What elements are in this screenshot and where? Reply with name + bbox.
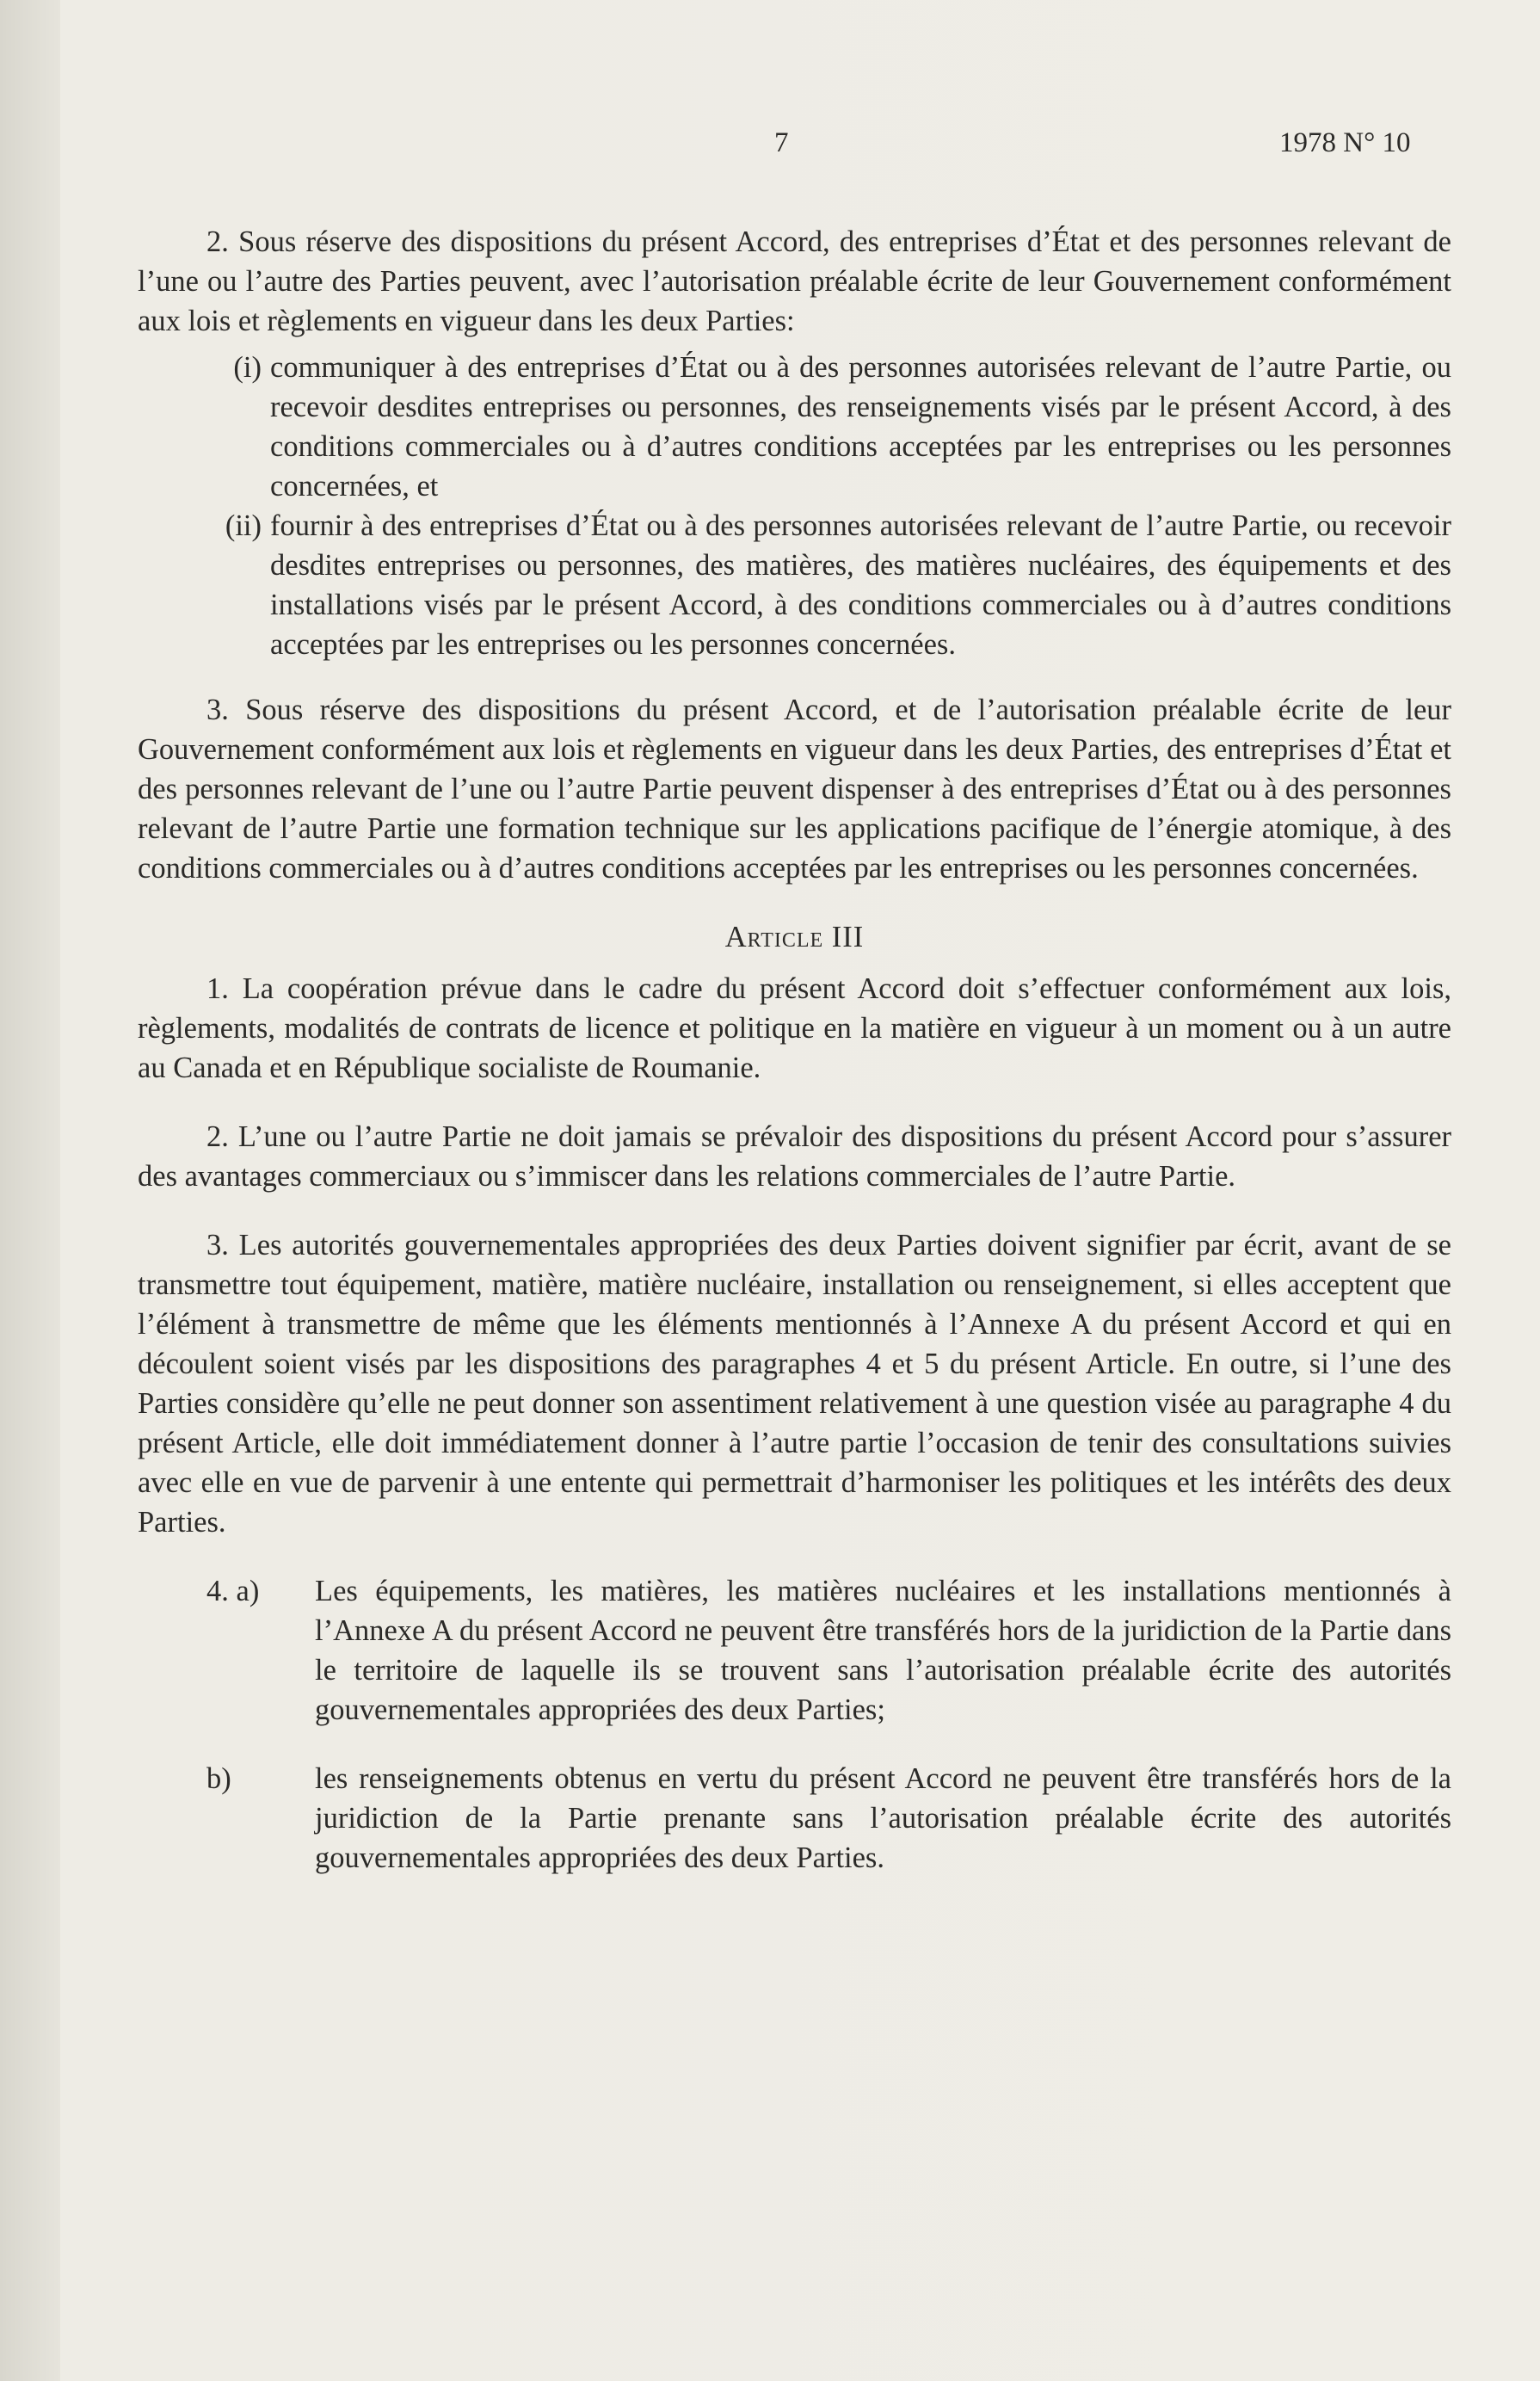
paragraph-2-items — [138, 348, 1451, 664]
item-label: b) — [206, 1762, 231, 1795]
item-text: fournir à des entreprises d’État ou à des personnes autorisées relevant de l’autre Partie, ou recevoir desdites entreprises ou personnes, des matières, des matières nucléaires, des équipements et des installations visés par le présent Accord, à des conditions commerciales ou à d’autres conditions acceptées par les entreprises ou les personnes concernées. — [270, 509, 1451, 661]
paragraph-3: 3. Sous réserve des dispositions du présent Accord, et de l’autorisation préalable écrite de leur Gouvernement conformément aux lois et règlements en vigueur dans les deux Parties, des entreprises d’État et des personnes relevant de l’une ou l’autre Partie peuvent dispenser à des entreprises d’État ou à des personnes relevant de l’autre Partie une formation technique sur les applications pacifique de l’énergie atomique, à des conditions commerciales ou à d’autres conditions acceptées par les entreprises ou les personnes concernées. — [138, 694, 1451, 885]
item-label: 4. a) — [206, 1575, 260, 1607]
page-number: 7 — [774, 127, 789, 158]
article-3-paragraph-1: 1. La coopération prévue dans le cadre du présent Accord doit s’effectuer conformément aux lois, règlements, modalités de contrats de licence et politique en la matière en vigueur à un moment ou à un autre au Canada et en République socialiste de Roumanie. — [138, 972, 1451, 1084]
list-item — [138, 1759, 1451, 1878]
page-header — [0, 127, 1540, 170]
article-3-paragraph-2: 2. L’une ou l’autre Partie ne doit jamais se prévaloir des dispositions du présent Accord pour s’assurer des avantages commerciaux ou s’immiscer dans les relations commerciales de l’autre Partie. — [138, 1120, 1451, 1193]
article-3-paragraph-4 — [138, 1571, 1451, 1878]
item-text: Les équipements, les matières, les matières nucléaires et les installations mentionnés à l’Annexe A du présent Accord ne peuvent être transférés hors de la juridiction de la Partie dans le territoire de laquelle ils se trouvent sans l’autorisation préalable écrite des autorités gouvernementales appropriées des deux Parties; — [315, 1575, 1451, 1726]
article-heading: Article III — [724, 921, 865, 953]
list-item — [138, 1571, 1451, 1730]
item-text: communiquer à des entreprises d’État ou à des personnes autorisées relevant de l’autre Partie, ou recevoir desdites entreprises ou personnes, des renseignements visés par le présent Accord, à des conditions commerciales ou à d’autres conditions acceptées par les entreprises ou les personnes concernées, et — [270, 351, 1451, 503]
item-label: (ii) — [225, 509, 262, 542]
page-body — [138, 222, 1451, 1907]
article-3-paragraph-3: 3. Les autorités gouvernementales appropriées des deux Parties doivent signifier par écrit, avant de se transmettre tout équipement, matière, matière nucléaire, installation ou renseignement, si elles acceptent que l’élément à transmettre de même que les éléments mentionnés à l’Annexe A du présent Accord et qui en découlent soient visés par les dispositions des paragraphes 4 et 5 du présent Article. En outre, si l’une des Parties considère qu’elle ne peut donner son assentiment relativement à une question visée au paragraphe 4 du présent Article, elle doit immédiatement donner à l’autre partie l’occasion de tenir des consultations suivies avec elle en vue de parvenir à une entente qui permettrait d’harmoniser les politiques et les intérêts des deux Parties. — [138, 1229, 1451, 1539]
page-binding-shadow — [0, 0, 60, 2381]
list-item — [138, 348, 1451, 506]
document-reference: 1978 N° 10 — [1279, 127, 1411, 158]
item-label: (i) — [233, 351, 262, 384]
item-text: les renseignements obtenus en vertu du présent Accord ne peuvent être transférés hors de la juridiction de la Partie prenante sans l’autorisation préalable écrite des autorités gouvernementales appropriées des deux Parties. — [315, 1762, 1451, 1874]
paragraph-2-intro: 2. Sous réserve des dispositions du présent Accord, des entreprises d’État et des personnes relevant de l’une ou l’autre des Parties peuvent, avec l’autorisation préalable écrite de leur Gouvernement conformément aux lois et règlements en vigueur dans les deux Parties: — [138, 225, 1451, 337]
list-item — [138, 506, 1451, 664]
